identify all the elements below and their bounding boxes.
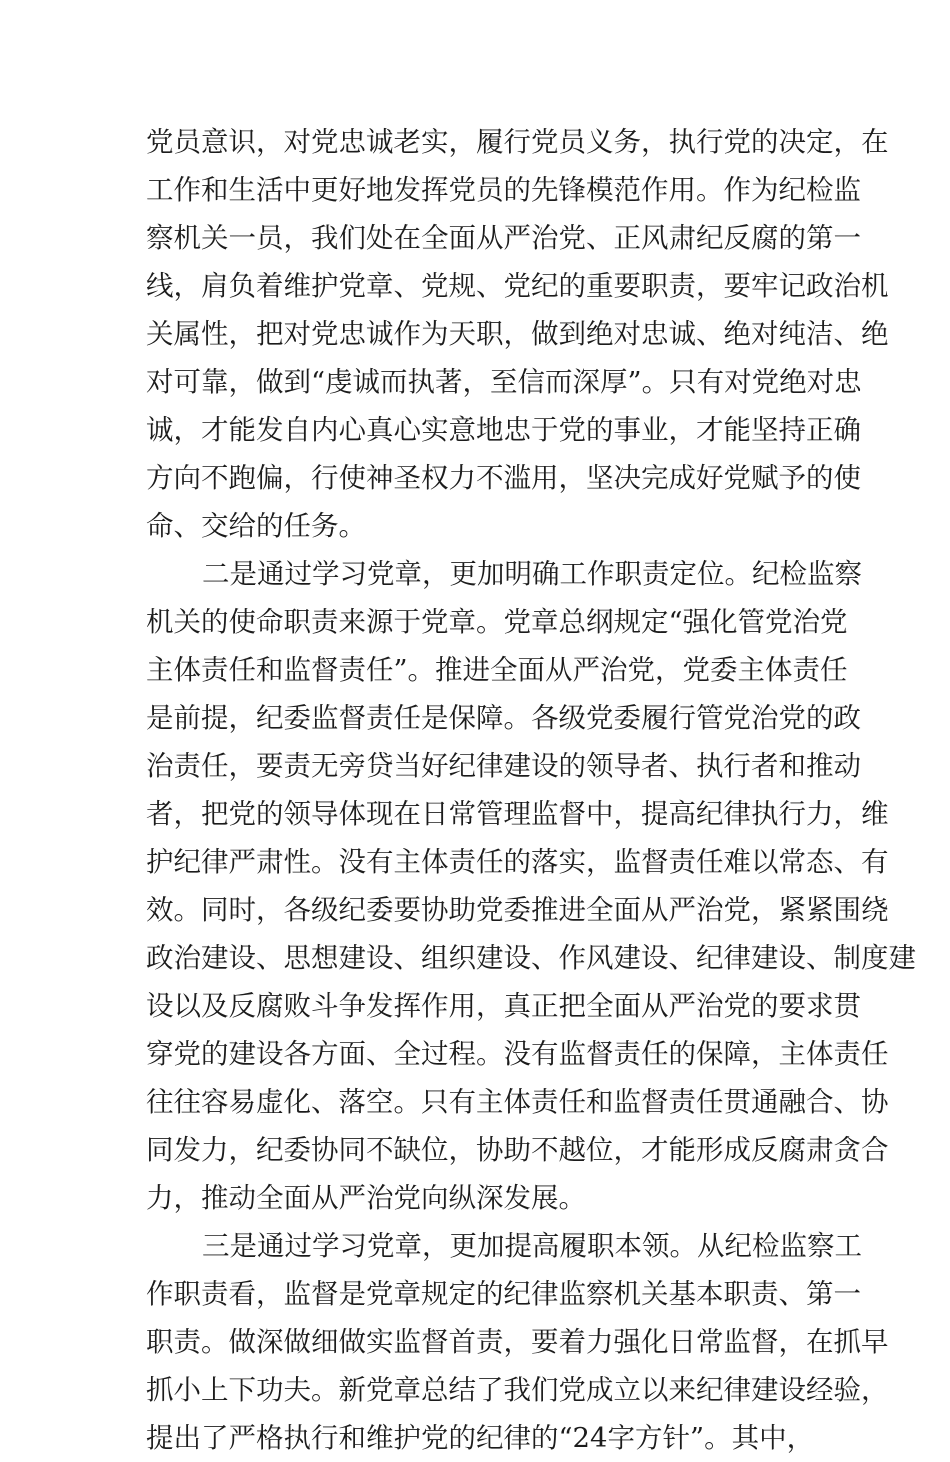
text-line: 政治建设、思想建设、组织建设、作风建设、纪律建设、制度建 (146, 942, 916, 974)
text-line: 命、交给的任务。 (146, 510, 366, 542)
document-body (146, 118, 916, 1462)
text-line: 机关的使命职责来源于党章。党章总纲规定“强化管党治党 (146, 606, 848, 638)
text-line: 同发力，纪委协同不缺位，协助不越位，才能形成反腐肃贪合 (146, 1134, 889, 1166)
text-line: 护纪律严肃性。没有主体责任的落实，监督责任难以常态、有 (146, 846, 889, 878)
text-line: 抓小上下功夫。新党章总结了我们党成立以来纪律建设经验， (146, 1374, 889, 1406)
text-line: 工作和生活中更好地发挥党员的先锋模范作用。作为纪检监 (146, 174, 861, 206)
text-line: 者，把党的领导体现在日常管理监督中，提高纪律执行力，维 (146, 798, 889, 830)
text-line: 效。同时，各级纪委要协助党委推进全面从严治党，紧紧围绕 (146, 894, 889, 926)
text-line: 职责。做深做细做实监督首责，要着力强化日常监督，在抓早 (146, 1326, 889, 1358)
text-line: 往往容易虚化、落空。只有主体责任和监督责任贯通融合、协 (146, 1086, 889, 1118)
text-line: 治责任，要责无旁贷当好纪律建设的领导者、执行者和推动 (146, 750, 861, 782)
text-line: 党员意识，对党忠诚老实，履行党员义务，执行党的决定，在 (146, 126, 889, 158)
text-line: 方向不跑偏，行使神圣权力不滥用，坚决完成好党赋予的使 (146, 462, 861, 494)
text-line: 察机关一员，我们处在全面从严治党、正风肃纪反腐的第一 (146, 222, 861, 254)
paragraph-first-line: 二是通过学习党章，更加明确工作职责定位。纪检监察 (202, 558, 862, 590)
text-line: 关属性，把对党忠诚作为天职，做到绝对忠诚、绝对纯洁、绝 (146, 318, 889, 350)
text-line: 是前提，纪委监督责任是保障。各级党委履行管党治党的政 (146, 702, 861, 734)
text-line: 主体责任和监督责任”。推进全面从严治党，党委主体责任 (146, 654, 848, 686)
paragraph-first-line: 三是通过学习党章，更加提高履职本领。从纪检监察工 (202, 1230, 862, 1262)
text-line: 力，推动全面从严治党向纵深发展。 (146, 1182, 586, 1214)
text-line: 诚，才能发自内心真心实意地忠于党的事业，才能坚持正确 (146, 414, 861, 446)
text-line: 线，肩负着维护党章、党规、党纪的重要职责，要牢记政治机 (146, 270, 889, 302)
text-line: 提出了严格执行和维护党的纪律的“24字方针”。其中， (146, 1422, 815, 1454)
text-line: 穿党的建设各方面、全过程。没有监督责任的保障，主体责任 (146, 1038, 889, 1070)
text-line: 对可靠，做到“虔诚而执著，至信而深厚”。只有对党绝对忠 (146, 366, 862, 398)
text-line: 作职责看，监督是党章规定的纪律监察机关基本职责、第一 (146, 1278, 861, 1310)
text-line: 设以及反腐败斗争发挥作用，真正把全面从严治党的要求贯 (146, 990, 861, 1022)
